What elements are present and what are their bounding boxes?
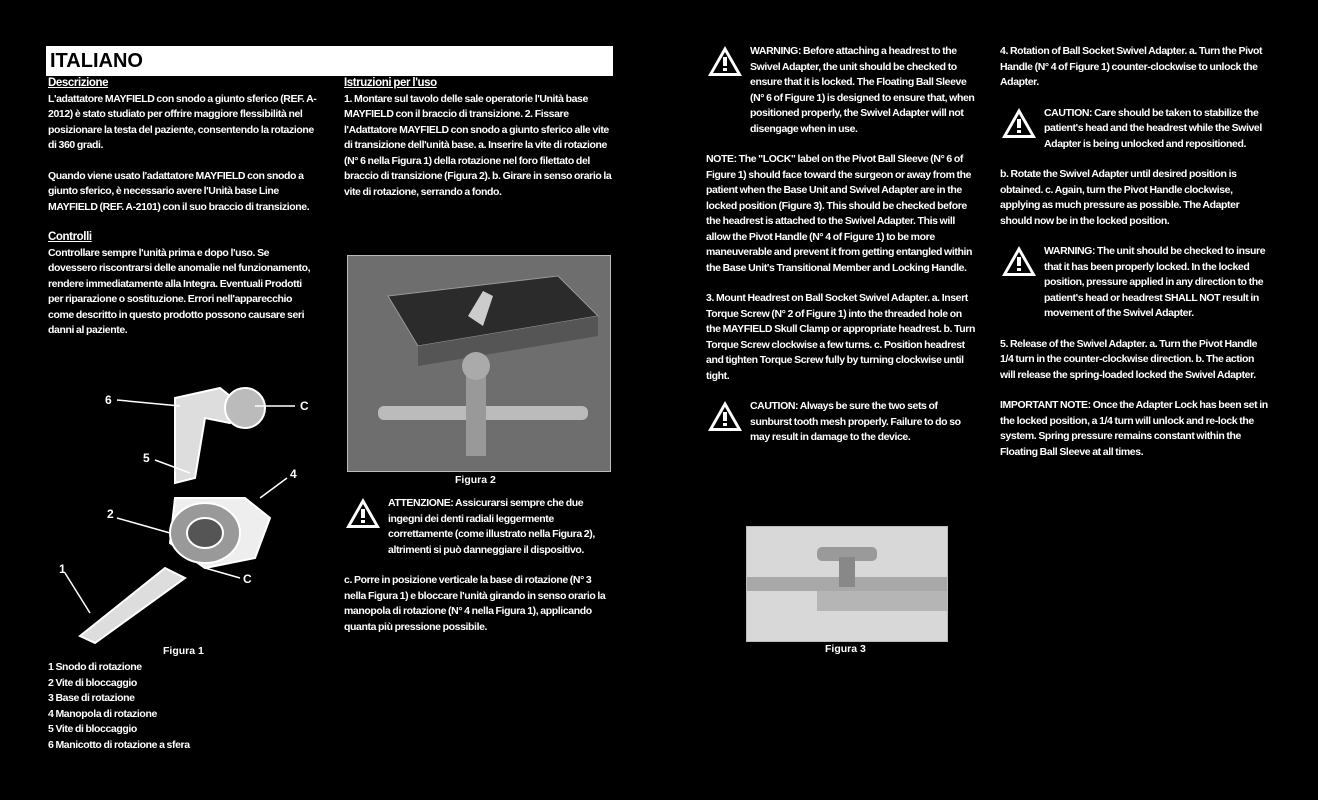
figure-1-caption: Figura 1 (163, 645, 204, 657)
step-bc-paragraph: b. Rotate the Swivel Adapter until desired position is obtained. c. Again, turn the Pivot Handle clockwise, applying as much pressure as possible. The Adapter should now be in the locked position. (1000, 168, 1240, 227)
caution-block (344, 496, 612, 558)
step-4-paragraph: 4. Rotation of Ball Socket Swivel Adapter. a. Turn the Pivot Handle (N° 4 of Figure 1) counter-clockwise to unlock the Adapter. (1000, 45, 1263, 88)
controls-heading: Controlli (48, 231, 92, 243)
column-description (48, 76, 318, 354)
warning-block (1000, 244, 1270, 322)
legend-item: 6 Manicotto di rotazione a sfera (48, 738, 190, 751)
legend-item: 4 Manopola di rotazione (48, 707, 157, 720)
figure-1-label: 1 (59, 562, 66, 576)
figure-1-label: 5 (143, 451, 150, 465)
caution-text: ATTENZIONE: Assicurarsi sempre che due ingegni dei denti radiali leggermente correttamente (come illustrato nella Figura 2), altrimenti si può danneggiare il dispositivo. (388, 497, 595, 556)
description-paragraph-2: Quando viene usato l'adattatore MAYFIELD con snodo a giunto sferico, è necessario avere l'Unità base Line MAYFIELD (REF. A-2101) con il suo braccio di transizione. (48, 169, 310, 213)
important-note-paragraph: IMPORTANT NOTE: Once the Adapter Lock has been set in the locked position, a 1/4 turn will unlock and re-lock the system. Spring pressure remains constant within the Floating Ball Sleeve at all times. (1000, 399, 1268, 458)
legend-item: 5 Vite di bloccaggio (48, 723, 137, 735)
note-paragraph: NOTE: The "LOCK" label on the Pivot Ball Sleeve (N° 6 of Figure 1) should face toward the surgeon or away from the patient when the Base Unit and Swivel Adapter are in the locked position (Figure 3). This should be checked before the headrest is attached to the Swivel Adapter. This will allow the Pivot Handle (N° 4 of Figure 1) to be more maneuverable and prevent it from getting entangled within the Base Unit's Transitional Member and Locking Handle. (706, 153, 972, 274)
warning-triangle-icon (1000, 106, 1038, 140)
description-paragraph-1: L'adattatore MAYFIELD con snodo a giunto sferico (REF. A-2012) è stato studiato per offrire maggiore flessibilità nel posizionare la testa del paziente, consentendo la rotazione di 360 gradi. (48, 92, 317, 151)
warning-triangle-icon (1000, 244, 1038, 278)
caution-text: CAUTION: Care should be taken to stabilize the patient's head and the headrest while the Swivel Adapter is being unlocked and repositioned. (1044, 106, 1262, 150)
figure-3-caption: Figura 3 (825, 643, 866, 655)
figure-1-label: C (243, 572, 252, 586)
step-5-paragraph: 5. Release of the Swivel Adapter. a. Turn the Pivot Handle 1/4 turn in the counter-clockwise direction. b. The action will release the spring-loaded locked the Swivel Adapter. (1000, 337, 1258, 381)
language-header: ITALIANO (46, 46, 613, 76)
instructions-paragraph: 1. Montare sul tavolo delle sale operatorie l'Unità base MAYFIELD con il braccio di transizione. 2. Fissare l'Adattatore MAYFIELD con snodo a giunto sferico alle vite di transizione dell'unità base. a. Inserire la vite di rotazione (N° 6 nella Figura 1) della rotazione nel foro filettato del braccio di transizione (Figura 2). b. Girare in senso orario la vite di rotazione, serrando a fondo. (344, 92, 612, 198)
warning-text: WARNING: Before attaching a headrest to the Swivel Adapter, the unit should be checked to ensure that it is locked. The Floating Ball Sleeve (N° 6 of Figure 1) is designed to ensure that, when positioned properly, the Swivel Adapter will not disengage when in use. (750, 45, 975, 135)
instructions-heading: Istruzioni per l'uso (344, 77, 437, 89)
column-2-lower (344, 496, 612, 650)
caution-text: CAUTION: Always be sure the two sets of sunburst tooth mesh properly. Failure to do so may result in damage to the device. (750, 400, 961, 443)
figure-1-label: C (300, 399, 309, 413)
legend-item: 3 Base di rotazione (48, 692, 135, 704)
legend-item: 2 Vite di bloccaggio (48, 676, 137, 689)
warning-triangle-icon (706, 44, 744, 78)
figure-1-label: 2 (107, 507, 114, 521)
figure-1-label: 4 (290, 467, 297, 481)
legend-item: 1 Snodo di rotazione (48, 661, 142, 673)
column-english-2 (1000, 44, 1270, 475)
caution-block (706, 399, 976, 446)
warning-triangle-icon (344, 496, 382, 530)
warning-block (706, 44, 976, 137)
figure-2-photo (347, 255, 611, 472)
warning-triangle-icon (706, 399, 744, 433)
description-heading: Descrizione (48, 77, 109, 89)
step-c-paragraph: c. Porre in posizione verticale la base di rotazione (N° 3 nella Figura 1) e bloccare l'unità girando in senso orario la manopola di rotazione (N° 4 nella Figura 1), applicando quanta più pressione possibile. (344, 574, 606, 633)
caution-block (1000, 106, 1270, 153)
warning-text: WARNING: The unit should be checked to insure that it has been properly locked. In the locked position, pressure applied in any direction to the patient's head or headrest SHALL NOT result in movement of the Swivel Adapter. (1044, 245, 1266, 319)
controls-paragraph: Controllare sempre l'unità prima e dopo l'uso. Se dovessero riscontrarsi delle anomalie nel funzionamento, rendere immediatamente alla Integra. Eventuali Prodotti per riparazione o sostituzione. Errori nell'apparecchio come descritto in questo prodotto possono causare seri danni al paziente. (48, 246, 311, 336)
figure-1-illustration (55, 368, 320, 653)
step-3-paragraph: 3. Mount Headrest on Ball Socket Swivel Adapter. a. Insert Torque Screw (N° 2 of Figure 1) into the threaded hole on the MAYFIELD Skull Clamp or appropriate headrest. b. Turn Torque Screw clockwise a few turns. c. Position headrest and tighten Torque Screw fully by turning clockwise until tight. (706, 292, 975, 382)
figure-1-label: 6 (105, 393, 112, 407)
column-english-1 (706, 44, 976, 446)
figure-1-legend (48, 660, 298, 753)
figure-3-photo (746, 526, 948, 642)
column-instructions (344, 76, 612, 215)
figure-2-caption: Figura 2 (455, 474, 496, 486)
